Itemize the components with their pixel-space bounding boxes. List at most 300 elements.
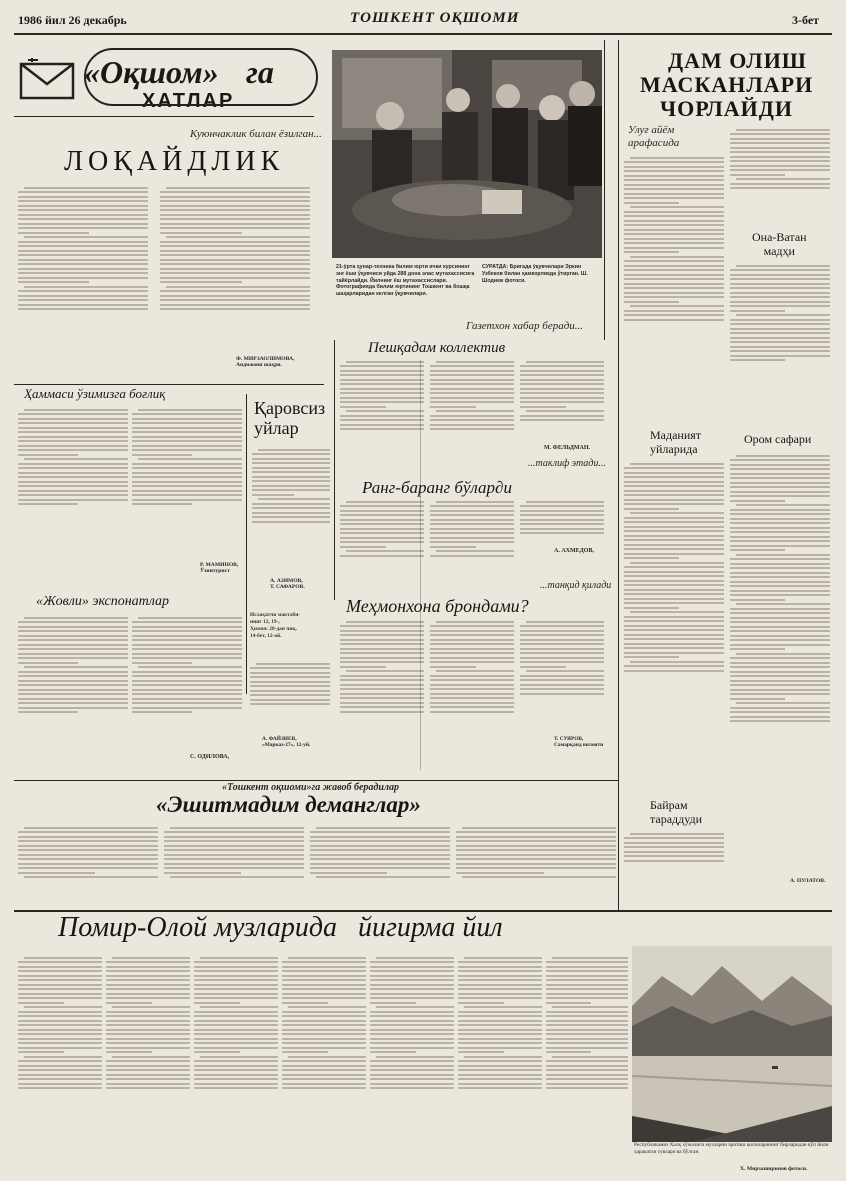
- text-line: [166, 187, 310, 189]
- text-line: [132, 431, 242, 433]
- text-line: [18, 440, 128, 442]
- text-line: [18, 711, 78, 713]
- text-line: [194, 975, 278, 977]
- text-line: [624, 211, 724, 213]
- text-line: [624, 265, 724, 267]
- text-line: [340, 528, 424, 530]
- text-line: [250, 667, 330, 669]
- text-line: [624, 535, 724, 537]
- text-line: [18, 445, 128, 447]
- text-line: [24, 187, 148, 189]
- jovli-text-col1: [18, 614, 128, 770]
- text-line: [194, 1015, 278, 1017]
- text-line: [430, 697, 514, 699]
- text-line: [18, 454, 78, 456]
- text-line: [18, 427, 128, 429]
- masthead-title: ТОШКЕНТ ОҚШОМИ: [350, 10, 520, 26]
- text-line: [132, 657, 242, 659]
- text-line: [430, 424, 514, 426]
- text-line: [18, 662, 78, 664]
- text-line: [132, 648, 242, 650]
- text-line: [194, 1002, 240, 1004]
- text-line: [18, 1060, 102, 1062]
- text-line: [430, 648, 514, 650]
- text-line: [730, 350, 830, 352]
- text-line: [200, 957, 278, 959]
- text-line: [730, 156, 830, 158]
- text-line: [546, 979, 628, 981]
- text-line: [630, 661, 724, 663]
- lokaydlik-kicker: Куюнчаклик билан ёзилган...: [190, 128, 322, 140]
- text-line: [340, 392, 424, 394]
- text-line: [624, 269, 724, 271]
- eshitmadim-text-col1: [18, 824, 158, 910]
- text-line: [282, 1015, 366, 1017]
- text-line: [106, 1042, 190, 1044]
- bayram-title: Байрам тараддуди: [650, 798, 703, 826]
- text-line: [138, 617, 242, 619]
- text-line: [24, 1056, 102, 1058]
- text-line: [194, 1047, 278, 1049]
- text-line: [736, 455, 830, 457]
- hammasi-title: Ҳаммаси ўзимизга боғлиқ: [24, 386, 166, 401]
- text-line: [252, 494, 294, 496]
- text-line: [340, 648, 424, 650]
- text-line: [730, 310, 785, 312]
- text-line: [18, 1033, 102, 1035]
- text-line: [546, 1033, 628, 1035]
- text-line: [456, 863, 616, 865]
- text-line: [546, 997, 628, 999]
- text-line: [546, 1065, 628, 1067]
- text-line: [624, 566, 724, 568]
- text-line: [624, 310, 724, 312]
- right-col-rule: [618, 40, 619, 910]
- text-line: [160, 245, 310, 247]
- text-line: [340, 428, 424, 430]
- text-line: [160, 308, 310, 310]
- text-line: [18, 689, 128, 691]
- text-line: [624, 602, 724, 604]
- text-line: [456, 872, 544, 874]
- text-line: [106, 1060, 190, 1062]
- text-line: [132, 702, 242, 704]
- text-line: [430, 702, 514, 704]
- text-line: [736, 702, 830, 704]
- text-line: [310, 867, 450, 869]
- text-line: [310, 831, 450, 833]
- text-line: [520, 630, 604, 632]
- text-line: [458, 1029, 542, 1031]
- text-line: [520, 532, 604, 534]
- text-line: [624, 467, 724, 469]
- text-line: [18, 490, 128, 492]
- text-line: [18, 639, 128, 641]
- text-line: [630, 512, 724, 514]
- text-line: [160, 295, 310, 297]
- text-line: [624, 175, 724, 177]
- text-line: [520, 415, 604, 417]
- text-line: [288, 1006, 366, 1008]
- text-line: [730, 305, 830, 307]
- text-line: [430, 706, 514, 708]
- logo-word-ga: га: [246, 54, 274, 90]
- text-line: [160, 241, 310, 243]
- text-line: [730, 482, 830, 484]
- text-line: [340, 625, 424, 627]
- text-line: [624, 530, 724, 532]
- text-line: [624, 490, 724, 492]
- text-line: [736, 603, 830, 605]
- text-line: [430, 711, 514, 713]
- text-line: [370, 1029, 454, 1031]
- text-line: [730, 675, 830, 677]
- text-line: [624, 634, 724, 636]
- students-photo-image: [332, 50, 602, 258]
- text-line: [340, 546, 386, 548]
- karovsiz-signature: А. АЗИМОВ, Т. САФАРОВ.: [270, 578, 305, 590]
- text-line: [736, 129, 830, 131]
- text-line: [520, 383, 604, 385]
- text-line: [624, 251, 679, 253]
- text-line: [730, 639, 830, 641]
- text-line: [106, 1074, 190, 1076]
- rangbarang-signature: А. АХМЕДОВ,: [554, 548, 594, 554]
- text-line: [520, 523, 604, 525]
- text-line: [346, 550, 424, 552]
- hammasi-text-col2: [132, 406, 242, 566]
- text-line: [624, 575, 724, 577]
- text-line: [520, 625, 604, 627]
- text-line: [132, 653, 242, 655]
- text-line: [730, 531, 830, 533]
- text-line: [132, 644, 242, 646]
- text-line: [520, 505, 604, 507]
- text-line: [160, 290, 310, 292]
- text-line: [340, 688, 424, 690]
- text-line: [624, 197, 724, 199]
- text-line: [730, 581, 830, 583]
- text-line: [164, 849, 304, 851]
- text-line: [160, 200, 310, 202]
- text-line: [340, 661, 424, 663]
- text-line: [132, 693, 242, 695]
- text-line: [18, 1029, 102, 1031]
- text-line: [520, 365, 604, 367]
- text-line: [18, 413, 128, 415]
- text-line: [520, 643, 604, 645]
- text-line: [730, 594, 830, 596]
- text-line: [520, 639, 604, 641]
- text-line: [546, 984, 628, 986]
- text-line: [160, 191, 310, 193]
- text-line: [18, 1042, 102, 1044]
- text-line: [18, 653, 128, 655]
- jovli-title: «Жовли» экспонатлар: [36, 594, 170, 609]
- text-line: [200, 1056, 278, 1058]
- logo-word-khatlar: ХАТЛАР: [142, 90, 235, 112]
- text-line: [288, 957, 366, 959]
- text-line: [18, 1038, 102, 1040]
- text-line: [18, 218, 148, 220]
- text-line: [340, 666, 386, 668]
- text-line: [18, 1065, 102, 1067]
- text-line: [282, 984, 366, 986]
- text-line: [630, 463, 724, 465]
- text-line: [340, 630, 424, 632]
- text-line: [464, 957, 542, 959]
- text-line: [370, 1011, 454, 1013]
- text-line: [18, 675, 128, 677]
- letters-logo: [18, 40, 318, 116]
- text-line: [340, 537, 424, 539]
- text-line: [430, 519, 514, 521]
- text-line: [18, 845, 158, 847]
- text-line: [160, 250, 310, 252]
- text-line: [18, 503, 78, 505]
- text-line: [730, 711, 830, 713]
- text-line: [160, 232, 242, 234]
- text-line: [730, 585, 830, 587]
- jovli-text-col2: [132, 614, 242, 770]
- text-line: [18, 191, 148, 193]
- text-line: [730, 464, 830, 466]
- text-line: [18, 1087, 102, 1089]
- mountain-lake-image: [632, 946, 832, 1142]
- text-line: [132, 427, 242, 429]
- text-line: [282, 997, 366, 999]
- text-line: [252, 480, 330, 482]
- text-line: [458, 1033, 542, 1035]
- pomir-title: Помир-Олой музларида йигирма йил: [58, 912, 503, 943]
- text-line: [160, 218, 310, 220]
- text-line: [18, 635, 128, 637]
- masthead-rule: [14, 33, 832, 35]
- text-line: [282, 1087, 366, 1089]
- text-line: [730, 527, 830, 529]
- text-line: [194, 1029, 278, 1031]
- text-line: [340, 374, 424, 376]
- orom-title: Ором сафари: [744, 432, 812, 446]
- text-line: [18, 1024, 102, 1026]
- text-line: [624, 508, 679, 510]
- text-line: [288, 1056, 366, 1058]
- text-line: [194, 1060, 278, 1062]
- text-line: [340, 693, 424, 695]
- text-line: [194, 1038, 278, 1040]
- text-line: [340, 419, 424, 421]
- text-line: [132, 472, 242, 474]
- pomir-text-col4: [282, 954, 366, 1168]
- text-line: [520, 401, 604, 403]
- text-line: [252, 453, 330, 455]
- text-line: [18, 436, 128, 438]
- text-line: [370, 1087, 454, 1089]
- text-line: [730, 563, 830, 565]
- lokaydlik-frame-bottom: [14, 384, 324, 385]
- text-line: [520, 388, 604, 390]
- text-line: [736, 554, 830, 556]
- text-line: [520, 648, 604, 650]
- text-line: [370, 988, 454, 990]
- text-line: [730, 513, 830, 515]
- text-line: [430, 537, 514, 539]
- lokaydlik-title: ЛОҚАЙДЛИК: [64, 146, 285, 177]
- text-line: [316, 827, 450, 829]
- text-line: [730, 599, 785, 601]
- text-line: [18, 200, 148, 202]
- text-line: [736, 178, 830, 180]
- text-line: [624, 571, 724, 573]
- text-line: [106, 1051, 152, 1053]
- text-line: [624, 287, 724, 289]
- peshqadam-title: Пешқадам коллектив: [368, 340, 506, 356]
- text-line: [736, 504, 830, 506]
- text-line: [194, 1074, 278, 1076]
- text-line: [194, 1083, 278, 1085]
- text-line: [430, 374, 514, 376]
- text-line: [430, 643, 514, 645]
- text-line: [132, 639, 242, 641]
- text-line: [18, 961, 102, 963]
- text-line: [24, 1006, 102, 1008]
- text-line: [430, 679, 514, 681]
- text-line: [730, 644, 830, 646]
- text-line: [194, 1033, 278, 1035]
- hammasi-signature: Р. МАМИНОВ, Ўзинтурист: [200, 562, 239, 574]
- text-line: [730, 151, 830, 153]
- text-line: [340, 532, 424, 534]
- text-line: [340, 675, 424, 677]
- text-line: [430, 693, 514, 695]
- text-line: [18, 988, 102, 990]
- text-line: [160, 214, 310, 216]
- text-line: [132, 445, 242, 447]
- text-line: [730, 477, 830, 479]
- eshitmadim-text-col3: [310, 824, 450, 910]
- text-line: [370, 1051, 416, 1053]
- text-line: [624, 846, 724, 848]
- text-line: [282, 970, 366, 972]
- text-line: [194, 988, 278, 990]
- text-line: [526, 361, 604, 363]
- text-line: [430, 428, 514, 430]
- text-line: [730, 684, 830, 686]
- text-line: [464, 1056, 542, 1058]
- text-line: [624, 855, 724, 857]
- side-note-2-signature: А. ФАЙЗИЕВ, «Марказ-27», 12-уй.: [262, 736, 311, 748]
- text-line: [132, 463, 242, 465]
- text-line: [18, 831, 158, 833]
- pomir-text-col3: [194, 954, 278, 1168]
- text-line: [340, 643, 424, 645]
- text-line: [546, 1011, 628, 1013]
- lokaydlik-signature: Ф. МИРЗАОЛИМОВА, Андижони шаҳри.: [236, 356, 295, 368]
- text-line: [520, 652, 604, 654]
- text-line: [526, 670, 604, 672]
- text-line: [730, 138, 830, 140]
- karovsiz-title: Қаровсиз уйлар: [254, 398, 326, 438]
- text-line: [730, 540, 830, 542]
- text-line: [340, 510, 424, 512]
- text-line: [624, 616, 724, 618]
- text-line: [310, 863, 450, 865]
- text-line: [730, 590, 830, 592]
- peshqadam-text-col3: [520, 358, 604, 456]
- col-rule-2: [334, 340, 335, 600]
- text-line: [430, 510, 514, 512]
- text-line: [370, 1078, 454, 1080]
- text-line: [18, 418, 128, 420]
- text-line: [132, 662, 192, 664]
- text-line: [730, 296, 830, 298]
- text-line: [624, 842, 724, 844]
- text-line: [730, 720, 830, 722]
- photo-caption-left: 21-ўрта ҳунар-техника билим юрти ички курсининг энг ёши ўқувчиси уйда 288 дона элас мутахассисига тайёрлайди. Йилнинг ёш мутахассислари. Фотографияда билим юртининг Тошкент ва бошқа шаҳарларидан келган ўқувчилари.: [336, 264, 475, 298]
- text-line: [624, 220, 724, 222]
- text-line: [282, 979, 366, 981]
- text-line: [552, 1056, 628, 1058]
- text-line: [730, 707, 830, 709]
- text-line: [630, 611, 724, 613]
- text-line: [430, 415, 514, 417]
- text-line: [624, 643, 724, 645]
- text-line: [164, 858, 304, 860]
- text-line: [430, 397, 514, 399]
- text-line: [730, 174, 785, 176]
- text-line: [458, 1024, 542, 1026]
- text-line: [250, 694, 330, 696]
- text-line: [282, 1074, 366, 1076]
- text-line: [624, 557, 679, 559]
- text-line: [546, 1029, 628, 1031]
- text-line: [520, 634, 604, 636]
- text-line: [282, 1083, 366, 1085]
- text-line: [112, 957, 190, 959]
- text-line: [520, 679, 604, 681]
- text-line: [430, 419, 514, 421]
- text-line: [132, 671, 242, 673]
- text-line: [370, 1024, 454, 1026]
- text-line: [18, 250, 148, 252]
- text-line: [730, 522, 830, 524]
- text-line: [132, 467, 242, 469]
- text-line: [18, 858, 158, 860]
- text-line: [730, 142, 830, 144]
- text-line: [730, 495, 830, 497]
- jovli-signature: С. ОДИЛОВА,: [190, 754, 230, 760]
- text-line: [18, 241, 148, 243]
- text-line: [18, 290, 148, 292]
- text-line: [194, 1065, 278, 1067]
- text-line: [630, 256, 724, 258]
- text-line: [520, 528, 604, 530]
- text-line: [730, 536, 830, 538]
- text-line: [282, 1033, 366, 1035]
- text-line: [462, 827, 616, 829]
- text-line: [552, 1006, 628, 1008]
- text-line: [546, 1038, 628, 1040]
- text-line: [520, 374, 604, 376]
- text-line: [430, 541, 514, 543]
- text-line: [520, 379, 604, 381]
- text-line: [730, 671, 830, 673]
- text-line: [430, 634, 514, 636]
- text-line: [430, 523, 514, 525]
- text-line: [624, 233, 724, 235]
- pomir-text-col5: [370, 954, 454, 1168]
- text-line: [18, 867, 158, 869]
